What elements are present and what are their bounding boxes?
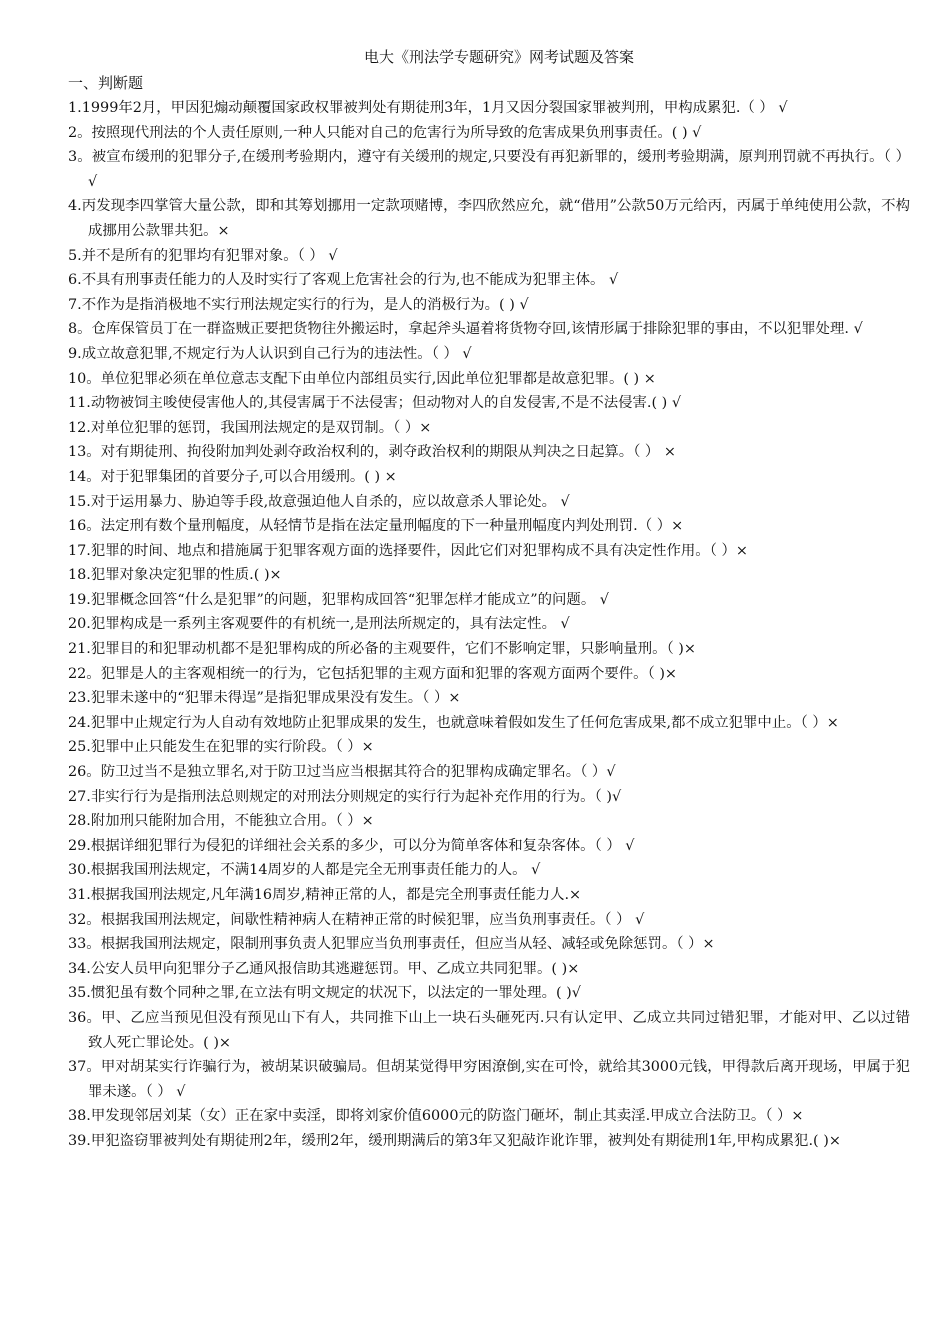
question-item: 7.不作为是指消极地不实行刑法规定实行的行为，是人的消极行为。( ) √ bbox=[68, 296, 529, 313]
question-item: 20.犯罪构成是一系列主客观要件的有机统一,是刑法所规定的，具有法定性。 √ bbox=[68, 616, 570, 633]
question-item: 25.犯罪中止只能发生在犯罪的实行阶段。（ ）× bbox=[68, 739, 374, 756]
question-item: 10。单位犯罪必须在单位意志支配下由单位内部组员实行,因此单位犯罪都是故意犯罪。( ) × bbox=[68, 370, 656, 387]
question-item: 23.犯罪未遂中的“犯罪未得逞”是指犯罪成果没有发生。（ ）× bbox=[68, 690, 461, 707]
question-item: 17.犯罪的时间、地点和措施属于犯罪客观方面的选择要件，因此它们对犯罪构成不具有决定性作用。（ ）× bbox=[68, 542, 748, 559]
question-item: 11.动物被饲主唆使侵害他人的,其侵害属于不法侵害；但动物对人的自发侵害,不是不法侵害.( ) √ bbox=[68, 395, 682, 412]
question-item: 18.犯罪对象决定犯罪的性质.( )× bbox=[68, 567, 282, 584]
question-item: 5.并不是所有的犯罪均有犯罪对象。（ ） √ bbox=[68, 247, 338, 264]
question-item: 26。防卫过当不是独立罪名,对于防卫过当应当根据其符合的犯罪构成确定罪名。（ ）√ bbox=[68, 764, 616, 781]
question-item: 28.附加刑只能附加合用，不能独立合用。（ ）× bbox=[68, 813, 374, 830]
question-item: 14。对于犯罪集团的首要分子,可以合用缓刑。( ) × bbox=[68, 468, 397, 485]
question-item: 16。法定刑有数个量刑幅度，从轻情节是指在法定量刑幅度的下一种量刑幅度内判处刑罚.（ ）× bbox=[68, 518, 684, 535]
question-item: 12.对单位犯罪的惩罚，我国刑法规定的是双罚制。（ ）× bbox=[68, 419, 432, 436]
question-item: 35.惯犯虽有数个同种之罪,在立法有明文规定的状况下，以法定的一罪处理。( )√ bbox=[68, 985, 581, 1002]
question-item: 27.非实行行为是指刑法总则规定的对刑法分则规定的实行行为起补充作用的行为。（ )√ bbox=[68, 788, 622, 805]
question-list bbox=[68, 96, 910, 1154]
question-item: 32。根据我国刑法规定，间歇性精神病人在精神正常的时候犯罪，应当负刑事责任。（ ） √ bbox=[68, 911, 645, 928]
document-title: 电大《刑法学专题研究》网考试题及答案 bbox=[363, 48, 634, 66]
question-item: 37。甲对胡某实行诈骗行为，被胡某识破骗局。但胡某觉得甲穷困潦倒,实在可怜，就给其3000元钱，甲得款后离开现场，甲属于犯罪未遂。（ ） √ bbox=[68, 1059, 910, 1100]
question-item: 30.根据我国刑法规定，不满14周岁的人都是完全无刑事责任能力的人。 √ bbox=[68, 862, 541, 879]
question-item: 29.根据详细犯罪行为侵犯的详细社会关系的多少，可以分为简单客体和复杂客体。（ ） √ bbox=[68, 837, 635, 854]
question-item: 4.丙发现李四掌管大量公款，即和其筹划挪用一定款项赌博，李四欣然应允，就“借用”公款50万元给丙，丙属于单纯使用公款，不构成挪用公款罪共犯。× bbox=[68, 198, 910, 239]
question-item: 3。被宣布缓刑的犯罪分子,在缓刑考验期内，遵守有关缓刑的规定,只要没有再犯新罪的，缓刑考验期满，原判刑罚就不再执行。（ ） √ bbox=[68, 149, 910, 190]
question-item: 8。仓库保管员丁在一群盗贼正要把货物往外搬运时，拿起斧头逼着将货物夺回,该情形属于排除犯罪的事由，不以犯罪处理. √ bbox=[68, 321, 863, 338]
question-item: 34.公安人员甲向犯罪分子乙通风报信助其逃避惩罚。甲、乙成立共同犯罪。( )× bbox=[68, 960, 580, 977]
question-item: 21.犯罪目的和犯罪动机都不是犯罪构成的所必备的主观要件，它们不影响定罪，只影响量刑。（ )× bbox=[68, 641, 696, 658]
section-heading: 一、判断题 bbox=[68, 74, 144, 92]
question-item: 15.对于运用暴力、胁迫等手段,故意强迫他人自杀的，应以故意杀人罪论处。 √ bbox=[68, 493, 570, 510]
question-item: 39.甲犯盗窃罪被判处有期徒刑2年，缓刑2年，缓刑期满后的第3年又犯敲诈讹诈罪，被判处有期徒刑1年,甲构成累犯.( )× bbox=[68, 1132, 841, 1149]
question-item: 2。按照现代刑法的个人责任原则,一种人只能对自己的危害行为所导致的危害成果负刑事责任。( ) √ bbox=[68, 124, 702, 141]
question-item: 31.根据我国刑法规定,凡年满16周岁,精神正常的人，都是完全刑事责任能力人.× bbox=[68, 887, 582, 903]
question-item: 24.犯罪中止规定行为人自动有效地防止犯罪成果的发生，也就意味着假如发生了任何危害成果,都不成立犯罪中止。（ ）× bbox=[68, 714, 839, 731]
question-item: 13。对有期徒刑、拘役附加判处剥夺政治权利的，剥夺政治权利的期限从判决之日起算。（ ） × bbox=[68, 444, 676, 461]
question-item: 1.1999年2月，甲因犯煽动颠覆国家政权罪被判处有期徒刑3年，1月又因分裂国家罪被判刑，甲构成累犯.（ ） √ bbox=[68, 100, 788, 116]
question-item: 19.犯罪概念回答“什么是犯罪”的问题，犯罪构成回答“犯罪怎样才能成立”的问题。 √ bbox=[68, 591, 609, 608]
question-item: 22。犯罪是人的主客观相统一的行为，它包括犯罪的主观方面和犯罪的客观方面两个要件。（ )× bbox=[68, 665, 677, 682]
question-item: 9.成立故意犯罪,不规定行为人认识到自己行为的违法性。（ ） √ bbox=[68, 345, 472, 362]
question-item: 33。根据我国刑法规定，限制刑事负责人犯罪应当负刑事责任，但应当从轻、减轻或免除惩罚。（ ）× bbox=[68, 936, 715, 953]
question-item: 36。甲、乙应当预见但没有预见山下有人，共同推下山上一块石头砸死丙.只有认定甲、乙成立共同过错犯罪，才能对甲、乙以过错致人死亡罪论处。( )× bbox=[68, 1009, 910, 1051]
question-item: 38.甲发现邻居刘某（女）正在家中卖淫，即将刘家价值6000元的防盗门砸坏，制止其卖淫.甲成立合法防卫。（ ）× bbox=[68, 1108, 804, 1125]
question-item: 6.不具有刑事责任能力的人及时实行了客观上危害社会的行为,也不能成为犯罪主体。 √ bbox=[68, 272, 619, 289]
